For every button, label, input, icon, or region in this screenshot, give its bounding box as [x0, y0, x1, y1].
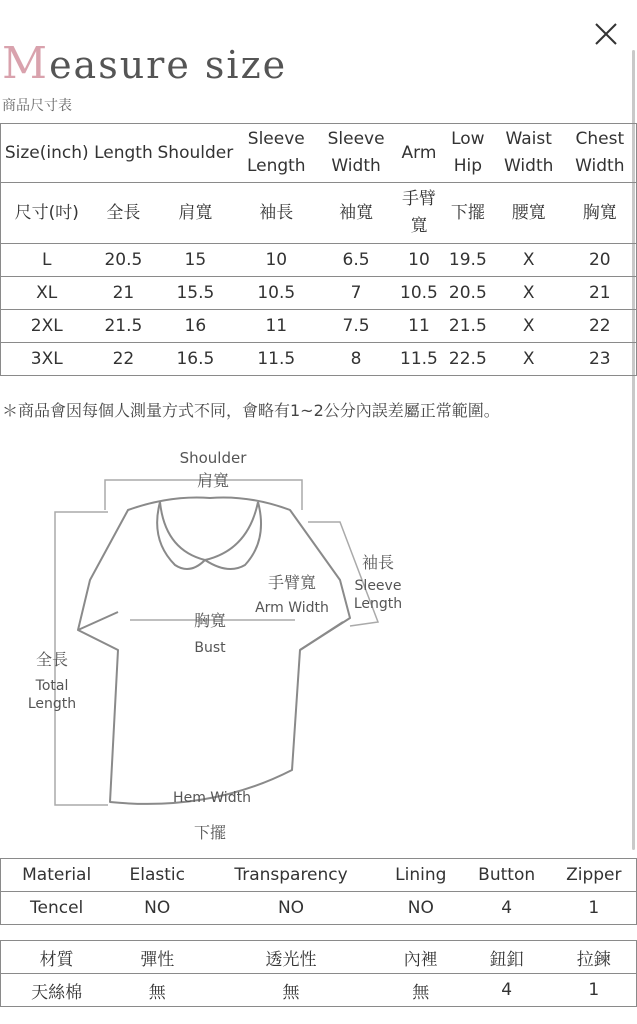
material-header: 內裡: [380, 941, 462, 974]
size-header-zh: [396, 183, 442, 244]
table-cell: 21.5: [442, 310, 494, 343]
hem-label-en: Hem Width: [173, 790, 251, 806]
table-cell: X: [494, 244, 564, 277]
size-header-en: Shoulder: [154, 124, 236, 183]
shoulder-label-en: Shoulder: [179, 449, 247, 467]
material-value: NO: [380, 892, 462, 925]
size-header-zh: 肩寬: [154, 183, 236, 244]
material-header: 鈕釦: [462, 941, 552, 974]
total-label-en-2: Length: [27, 696, 77, 712]
sleeve-label-en-1: Sleeve: [354, 578, 402, 594]
page-title: [2, 38, 287, 89]
material-table-en: [0, 858, 637, 925]
table-cell: 20.5: [442, 277, 494, 310]
table-row: [1, 310, 637, 343]
material-header: Transparency: [202, 859, 380, 892]
material-header: 透光性: [202, 941, 380, 974]
material-value: 無: [112, 974, 202, 1007]
table-cell: 8: [316, 343, 396, 376]
size-header-en-line: Width: [504, 156, 554, 176]
material-header: Zipper: [552, 859, 637, 892]
total-label-zh: 全長: [35, 650, 69, 669]
material-header: Lining: [380, 859, 462, 892]
size-header-en: [564, 124, 637, 183]
table-row: [1, 343, 637, 376]
measurement-note: ＊商品會因每個人測量方式不同，會略有1~2公分內誤差屬正常範圍。: [2, 401, 500, 420]
title-rest: easure size: [49, 43, 288, 87]
material-value-row: [1, 892, 637, 925]
size-header-en: Length: [92, 124, 154, 183]
page-subtitle: 商品尺寸表: [2, 98, 72, 114]
material-value: NO: [112, 892, 202, 925]
size-header-en: [442, 124, 494, 183]
size-header-zh: 尺寸(吋): [1, 183, 93, 244]
table-cell: 11: [236, 310, 316, 343]
material-value: 1: [552, 892, 637, 925]
material-header: Elastic: [112, 859, 202, 892]
size-header-en-line: Hip: [453, 156, 482, 176]
size-header-en: Arm: [396, 124, 442, 183]
table-cell: L: [1, 244, 93, 277]
hem-label-zh: 下擺: [193, 823, 227, 842]
size-header-zh: 腰寬: [494, 183, 564, 244]
bust-label-en: Bust: [194, 640, 226, 656]
material-value: 無: [380, 974, 462, 1007]
size-header-en-line: Chest: [575, 129, 625, 149]
table-cell: 22.5: [442, 343, 494, 376]
table-cell: 6.5: [316, 244, 396, 277]
size-header-en-line: Sleeve: [327, 129, 385, 149]
table-cell: 2XL: [1, 310, 93, 343]
table-cell: 19.5: [442, 244, 494, 277]
material-table-zh: [0, 940, 637, 1007]
size-header-zh: 袖寬: [316, 183, 396, 244]
table-cell: 10.5: [396, 277, 442, 310]
table-cell: 11: [396, 310, 442, 343]
table-cell: 15.5: [154, 277, 236, 310]
table-row: [1, 244, 637, 277]
table-cell: X: [494, 310, 564, 343]
size-header-zh-line: 手臂: [401, 189, 436, 209]
total-label-en-1: Total: [35, 678, 69, 694]
size-header-en-line: Width: [575, 156, 625, 176]
size-header-zh-row: [1, 183, 637, 244]
table-cell: 16: [154, 310, 236, 343]
table-cell: 15: [154, 244, 236, 277]
table-cell: 11.5: [236, 343, 316, 376]
table-cell: 3XL: [1, 343, 93, 376]
material-value: 無: [202, 974, 380, 1007]
material-value: 4: [462, 892, 552, 925]
size-header-zh: 全長: [92, 183, 154, 244]
table-cell: 7.5: [316, 310, 396, 343]
material-header: 拉鍊: [552, 941, 637, 974]
size-header-en: Size(inch): [1, 124, 93, 183]
table-cell: 10: [396, 244, 442, 277]
size-header-en-line: Sleeve: [247, 129, 305, 149]
table-cell: 11.5: [396, 343, 442, 376]
table-cell: 16.5: [154, 343, 236, 376]
table-cell: 21: [92, 277, 154, 310]
table-cell: XL: [1, 277, 93, 310]
size-header-zh: 下擺: [442, 183, 494, 244]
title-initial: M: [2, 38, 50, 89]
table-cell: 23: [564, 343, 637, 376]
size-header-en-line: Width: [331, 156, 381, 176]
material-value: Tencel: [1, 892, 113, 925]
table-cell: 22: [92, 343, 154, 376]
sleeve-label-zh: 袖長: [361, 553, 395, 572]
close-icon: [590, 18, 624, 52]
table-cell: 21.5: [92, 310, 154, 343]
table-cell: 10: [236, 244, 316, 277]
size-header-zh: 胸寬: [564, 183, 637, 244]
material-value: 天絲棉: [1, 974, 113, 1007]
table-cell: 22: [564, 310, 637, 343]
material-header: 彈性: [112, 941, 202, 974]
measurement-diagram: [0, 440, 430, 850]
size-table: [0, 123, 637, 376]
bust-label-zh: 胸寬: [193, 611, 227, 630]
table-cell: 20: [564, 244, 637, 277]
table-cell: X: [494, 343, 564, 376]
material-header-row: [1, 859, 637, 892]
size-header-zh-line: 寬: [410, 216, 428, 236]
shoulder-label-zh: 肩寬: [196, 471, 230, 490]
material-header-row: [1, 941, 637, 974]
table-cell: 21: [564, 277, 637, 310]
arm-label-zh: 手臂寬: [267, 573, 317, 592]
size-header-en-row: [1, 124, 637, 183]
material-value: 1: [552, 974, 637, 1007]
material-value-row: [1, 974, 637, 1007]
table-cell: X: [494, 277, 564, 310]
table-row: [1, 277, 637, 310]
size-header-en: [236, 124, 316, 183]
size-header-en: [316, 124, 396, 183]
size-header-en-line: Length: [246, 156, 306, 176]
material-header: 材質: [1, 941, 113, 974]
size-header-zh: 袖長: [236, 183, 316, 244]
table-cell: 10.5: [236, 277, 316, 310]
material-value: 4: [462, 974, 552, 1007]
close-button[interactable]: [590, 18, 624, 52]
table-cell: 7: [316, 277, 396, 310]
size-header-en-line: Waist: [505, 129, 552, 149]
material-header: Button: [462, 859, 552, 892]
table-cell: 20.5: [92, 244, 154, 277]
sleeve-label-en-2: Length: [353, 596, 403, 612]
arm-label-en: Arm Width: [255, 600, 329, 616]
size-header-en: [494, 124, 564, 183]
material-header: Material: [1, 859, 113, 892]
size-header-en-line: Low: [451, 129, 485, 149]
material-value: NO: [202, 892, 380, 925]
